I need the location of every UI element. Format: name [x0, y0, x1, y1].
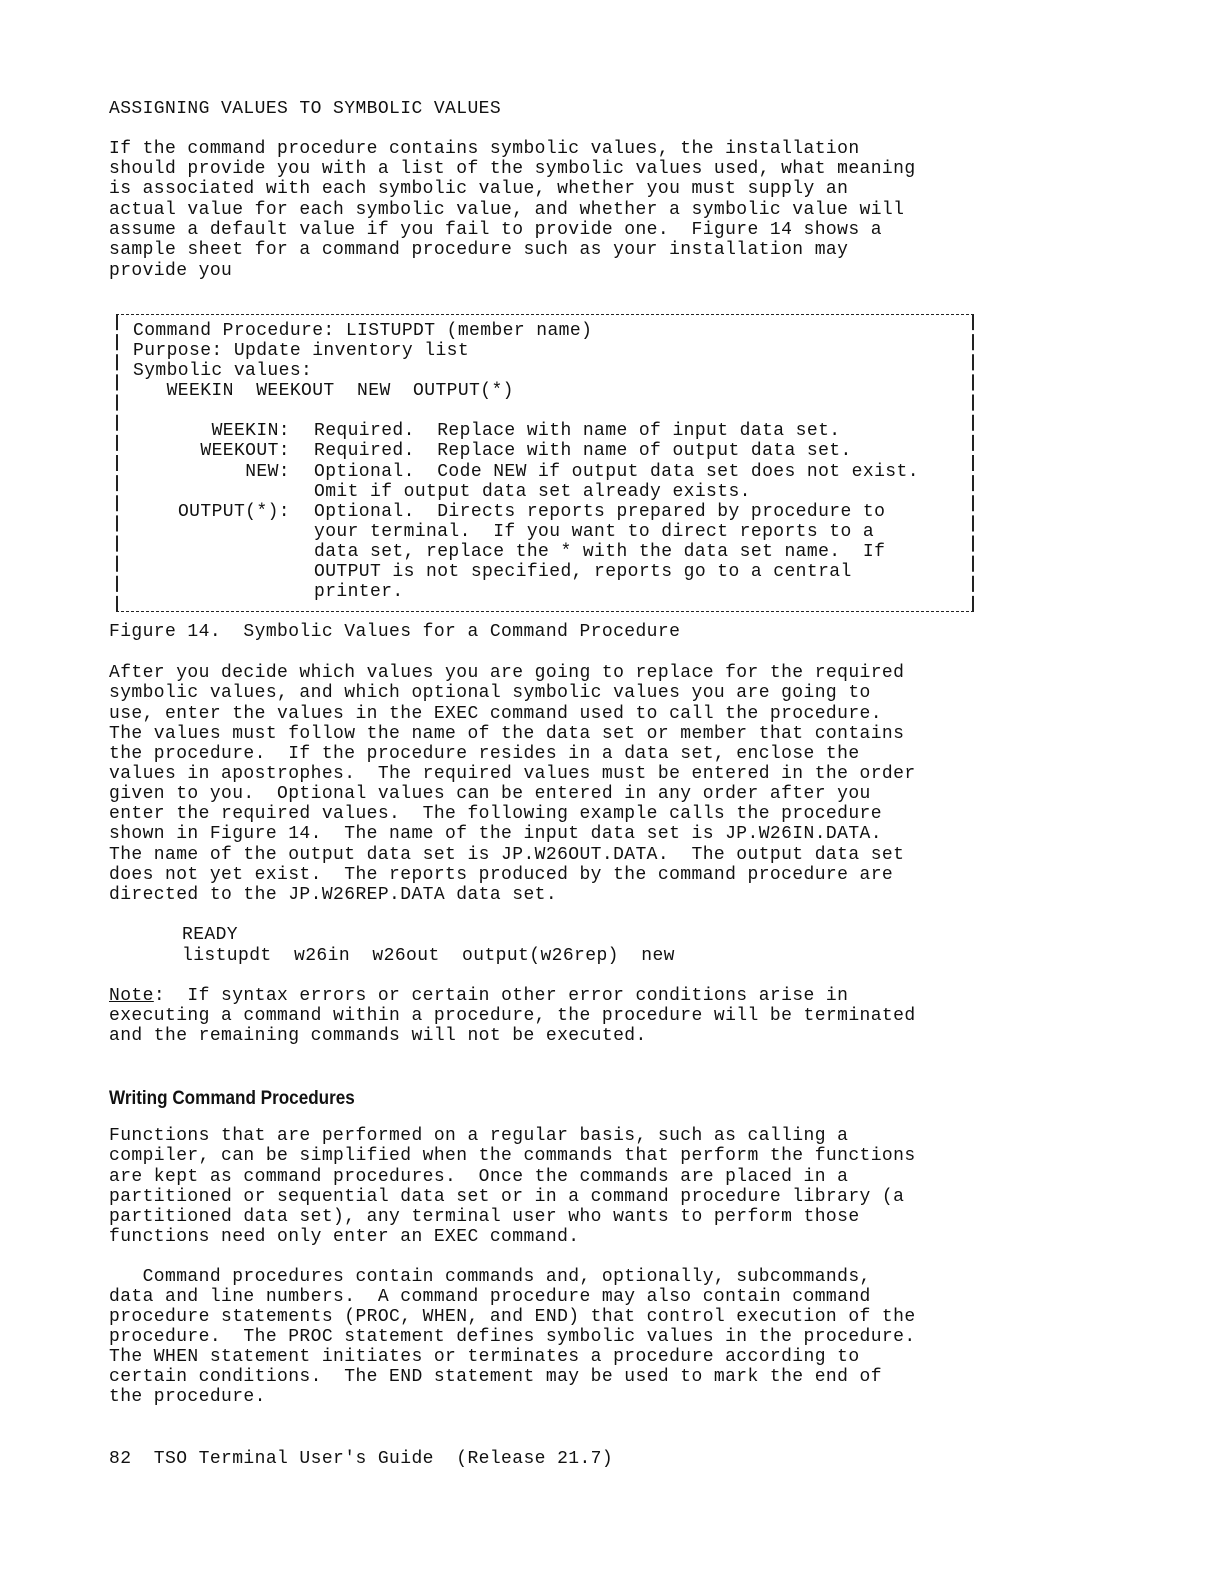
intro-line: assume a default value if you fail to provide one. Figure 14 shows a — [109, 220, 882, 240]
body-line: does not yet exist. The reports produced by the command procedure are — [109, 865, 894, 885]
body-line: The values must follow the name of the data set or member that contains — [109, 724, 905, 744]
para-line: Functions that are performed on a regular basis, such as calling a — [109, 1126, 849, 1146]
figure-header-line: Symbolic values: — [133, 361, 313, 381]
para-line: functions need only enter an EXEC command. — [109, 1227, 580, 1247]
body-line: enter the required values. The following example calls the procedure — [109, 804, 882, 824]
symbolic-desc-line: Omit if output data set already exists. — [314, 482, 751, 502]
body-line: shown in Figure 14. The name of the input data set is JP.W26IN.DATA. — [109, 824, 882, 844]
para-line: the procedure. — [109, 1387, 266, 1407]
para-line: The WHEN statement initiates or terminates a procedure according to — [109, 1347, 860, 1367]
intro-line: provide you — [109, 261, 233, 281]
para-line: procedure statements (PROC, WHEN, and END) that control execution of the — [109, 1307, 916, 1327]
symbolic-name-weekin: WEEKIN: — [211, 421, 290, 441]
subsection-title: Writing Command Procedures — [109, 1088, 355, 1109]
symbolic-name-weekout: WEEKOUT: — [200, 441, 290, 461]
symbolic-desc-line: Required. Replace with name of input data set. — [314, 421, 841, 441]
para-line: compiler, can be simplified when the commands that perform the functions — [109, 1146, 916, 1166]
body-line: use, enter the values in the EXEC command used to call the procedure. — [109, 704, 882, 724]
body-line: The name of the output data set is JP.W26OUT.DATA. The output data set — [109, 845, 905, 865]
example-line: READY — [182, 925, 239, 945]
symbolic-desc-line: printer. — [314, 582, 404, 602]
para-line: certain conditions. The END statement may be used to mark the end of — [109, 1367, 882, 1387]
body-line: the procedure. If the procedure resides in a data set, enclose the — [109, 744, 860, 764]
body-line: symbolic values, and which optional symbolic values you are going to — [109, 683, 871, 703]
note-line: and the remaining commands will not be executed. — [109, 1026, 647, 1046]
symbolic-desc-line: Required. Replace with name of output data set. — [314, 441, 852, 461]
body-line: values in apostrophes. The required values must be entered in the order — [109, 764, 916, 784]
intro-line: is associated with each symbolic value, whether you must supply an — [109, 179, 849, 199]
note-text: : If syntax errors or certain other error conditions arise in — [153, 986, 849, 1006]
figure-header-line: Purpose: Update inventory list — [133, 341, 470, 361]
intro-line: sample sheet for a command procedure such as your installation may — [109, 240, 849, 260]
para-line: partitioned data set), any terminal user who wants to perform those — [109, 1207, 860, 1227]
page-footer: 82 TSO Terminal User's Guide (Release 21.7) — [109, 1449, 614, 1469]
body-line: directed to the JP.W26REP.DATA data set. — [109, 885, 558, 905]
note-line: executing a command within a procedure, the procedure will be terminated — [109, 1006, 916, 1026]
intro-line: actual value for each symbolic value, and whether a symbolic value will — [109, 200, 905, 220]
note-label: Note — [109, 986, 154, 1006]
para-line: data and line numbers. A command procedure may also contain command — [109, 1287, 871, 1307]
section-title: ASSIGNING VALUES TO SYMBOLIC VALUES — [109, 99, 502, 119]
symbolic-desc-line: your terminal. If you want to direct reports to a — [314, 522, 875, 542]
figure-border-right — [972, 316, 974, 610]
para-line: Command procedures contain commands and, optionally, subcommands, — [109, 1267, 871, 1287]
para-line: partitioned or sequential data set or in a command procedure library (a — [109, 1187, 905, 1207]
example-line: listupdt w26in w26out output(w26rep) new — [182, 946, 675, 966]
symbolic-desc-line: data set, replace the * with the data set name. If — [314, 542, 886, 562]
symbolic-desc-line: Optional. Code NEW if output data set does not exist. — [314, 462, 919, 482]
symbolic-name-output: OUTPUT(*): — [177, 502, 290, 522]
body-line: given to you. Optional values can be entered in any order after you — [109, 784, 871, 804]
symbolic-name-new: NEW: — [245, 462, 290, 482]
figure-caption: Figure 14. Symbolic Values for a Command Procedure — [109, 622, 681, 642]
figure-header-line: WEEKIN WEEKOUT NEW OUTPUT(*) — [133, 381, 514, 401]
intro-line: If the command procedure contains symbolic values, the installation — [109, 139, 860, 159]
para-line: procedure. The PROC statement defines symbolic values in the procedure. — [109, 1327, 916, 1347]
symbolic-desc-line: OUTPUT is not specified, reports go to a central — [314, 562, 852, 582]
intro-line: should provide you with a list of the symbolic values used, what meaning — [109, 159, 916, 179]
figure-header-line: Command Procedure: LISTUPDT (member name) — [133, 321, 593, 341]
body-line: After you decide which values you are going to replace for the required — [109, 663, 905, 683]
note-first-line — [109, 986, 848, 1006]
symbolic-desc-line: Optional. Directs reports prepared by procedure to — [314, 502, 886, 522]
para-line: are kept as command procedures. Once the commands are placed in a — [109, 1167, 849, 1187]
